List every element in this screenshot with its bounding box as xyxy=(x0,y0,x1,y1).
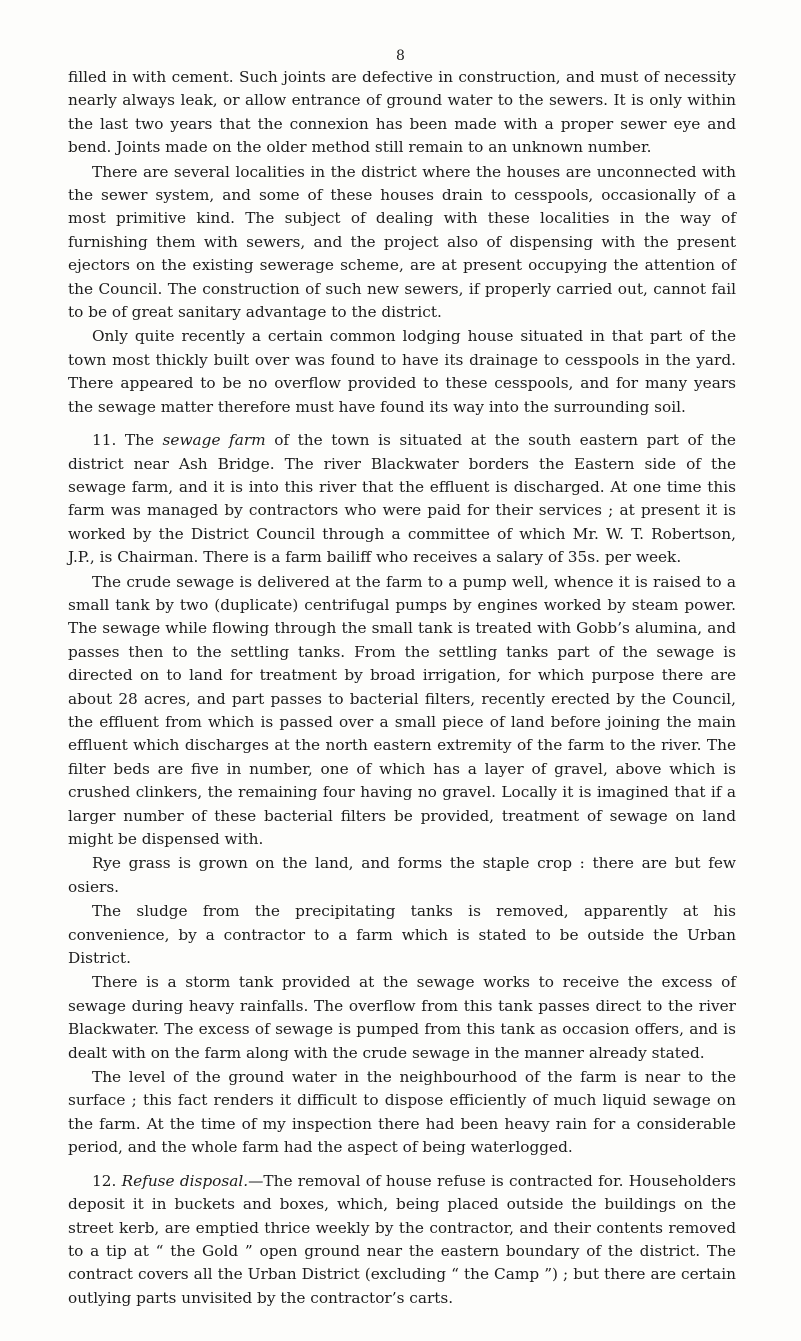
paragraph-storm-tank: There is a storm tank provided at the sewage works to receive the excess of sewage during heavy rainfalls. The overflow from this tank passes direct to the river Blackwater. The excess of sewage is pumped from this tank as occasion offers, and is dealt with on the farm along with the crude sewage in the manner already stated. xyxy=(68,973,736,1062)
paragraph-sewage-farm-text: of the town is situated at the south eastern part of the district near Ash Bridge. The river Blackwater borders the Eastern side of the sewage farm, and it is into this river that the effluent is discharged. At one time this farm was managed by contractors who were paid for their services ; at present it is worked by the District Council through a committee of which Mr. W. T. Robertson, J.P., is Chairman. There is a farm bailiff who receives a salary of 35s. per week. xyxy=(68,431,736,567)
paragraph-sludge: The sludge from the precipitating tanks is removed, apparently at his convenience, by a contractor to a farm which is stated to be outside the Urban District. xyxy=(68,902,736,968)
paragraph-unconnected-localities: There are several localities in the district where the houses are unconnected with the sewer system, and some of these houses drain to cesspools, occasionally of a most primitive kind. The subject of dealing with these localities in the way of furnishing them with sewers, and the project also of dispensing with the present ejectors on the existing sewerage scheme, are at present occupying the attention of the Council. The construction of such new sewers, if properly carried out, cannot fail to be of great sanitary advantage to the district. xyxy=(68,162,736,322)
section-heading-sewage-farm: sewage farm xyxy=(162,431,266,450)
paragraph-sewer-joints: filled in with cement. Such joints are defective in construction, and must of necessity nearly always leak, or allow entrance of ground water to the sewers. It is only within the last two years that the connexion has been made with a proper sewer eye and bend. Joints made on the older method still remain to an unknown number. xyxy=(68,68,736,157)
section-number-12: 12. xyxy=(92,1171,122,1190)
paragraph-ground-water: The level of the ground water in the neighbourhood of the farm is near to the surface ; this fact renders it difficult to dispose efficiently of much liquid sewage on the farm. At the time of my inspection there had been heavy rain for a considerable period, and the whole farm had the aspect of being waterlogged. xyxy=(68,1068,736,1157)
paragraph-refuse-disposal-text: —The removal of house refuse is contracted for. Householders deposit it in buckets and boxes, which, being placed outside the buildings on the street kerb, are emptied thrice weekly by the contractor, and their contents removed to a tip at “ the Gold ” open ground near the eastern boundary of the district. The contract covers all the Urban District (excluding “ the Camp ”) ; but there are certain outlying parts unvisited by the contractor’s carts. xyxy=(68,1171,736,1307)
paragraph-rye-grass: Rye grass is grown on the land, and forms the staple crop : there are but few osiers. xyxy=(68,854,736,896)
paragraph-sewage-farm xyxy=(68,429,736,569)
page-number: 8 xyxy=(396,48,405,64)
section-number-11: 11. The xyxy=(92,431,163,450)
paragraph-lodging-house: Only quite recently a certain common lodging house situated in that part of the town most thickly built over was found to have its drainage to cesspools in the yard. There appeared to be no overflow provided to these cesspools, and for many years the sewage matter therefore must have found its way into the surrounding soil. xyxy=(68,327,736,416)
paragraph-crude-sewage: The crude sewage is delivered at the farm to a pump well, whence it is raised to a small tank by two (duplicate) centrifugal pumps by engines worked by steam power. The sewage while flowing through the small tank is treated with Gobb’s alumina, and passes then to the settling tanks. From the settling tanks part of the sewage is directed on to land for treatment by broad irrigation, for which purpose there are about 28 acres, and part passes to bacterial filters, recently erected by the Council, the effluent from which is passed over a small piece of land before joining the main effluent which discharges at the north eastern extremity of the farm to the river. The filter beds are five in number, one of which has a layer of gravel, above which is crushed clinkers, the remaining four having no gravel. Locally it is imagined that if a larger number of these bacterial filters be provided, treatment of sewage on land might be dispensed with. xyxy=(68,572,736,848)
paragraph-refuse-disposal xyxy=(68,1170,736,1310)
body-text xyxy=(68,66,736,1311)
section-heading-refuse-disposal: Refuse disposal. xyxy=(121,1171,249,1190)
